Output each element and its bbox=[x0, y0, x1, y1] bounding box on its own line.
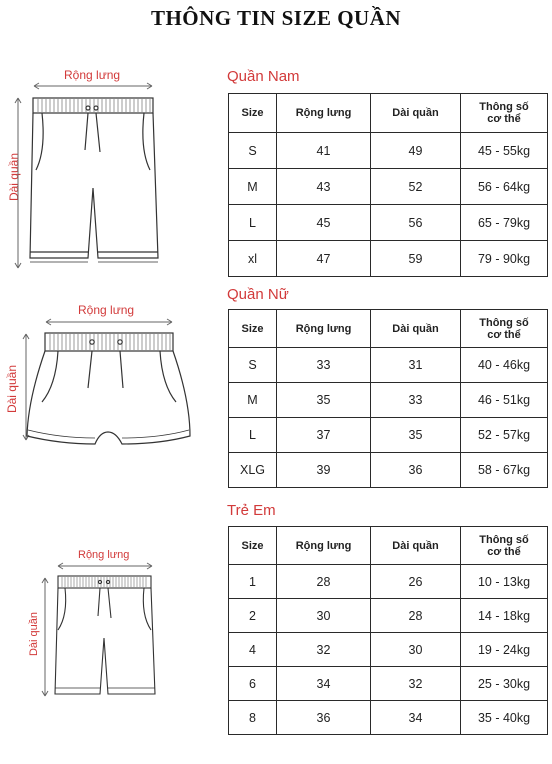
table-row: L 45 56 65 - 79kg bbox=[229, 205, 548, 241]
table-row: 8 36 34 35 - 40kg bbox=[229, 701, 548, 735]
header-size: Size bbox=[229, 94, 277, 133]
waist-label-women: Rộng lưng bbox=[78, 303, 135, 317]
waist-label-men: Rộng lưng bbox=[64, 68, 121, 82]
header-body: Thông số cơ thể bbox=[461, 94, 548, 133]
table-row: 2 30 28 14 - 18kg bbox=[229, 599, 548, 633]
table-row: 6 34 32 25 - 30kg bbox=[229, 667, 548, 701]
table-row: xl 47 59 79 - 90kg bbox=[229, 241, 548, 277]
section-title-men: Quần Nam bbox=[227, 68, 300, 85]
table-row: M 43 52 56 - 64kg bbox=[229, 169, 548, 205]
table-row: M 35 33 46 - 51kg bbox=[229, 383, 548, 418]
table-header-row bbox=[229, 94, 548, 133]
size-table-men bbox=[228, 93, 548, 277]
table-row: S 41 49 45 - 55kg bbox=[229, 133, 548, 169]
section-title-kids: Trẻ Em bbox=[227, 502, 276, 519]
table-row: L 37 35 52 - 57kg bbox=[229, 418, 548, 453]
table-row: XLG 39 36 58 - 67kg bbox=[229, 453, 548, 488]
table-row: 1 28 26 10 - 13kg bbox=[229, 565, 548, 599]
length-label-kids: Dài quần bbox=[28, 611, 40, 657]
page-title: THÔNG TIN SIZE QUẦN bbox=[150, 6, 402, 30]
length-label-women: Dài quần bbox=[5, 364, 19, 414]
section-title-women: Quần Nữ bbox=[227, 286, 289, 303]
header-waist: Rộng lưng bbox=[277, 94, 371, 133]
length-label-men: Dài quần bbox=[7, 152, 21, 202]
size-table-kids bbox=[228, 526, 548, 735]
header-length: Dài quần bbox=[371, 94, 461, 133]
table-row: 4 32 30 19 - 24kg bbox=[229, 633, 548, 667]
waist-label-kids: Rộng lưng bbox=[78, 549, 130, 561]
table-header-row: Size Rộng lưng Dài quần Thông số cơ thể bbox=[229, 527, 548, 565]
table-header-row: Size Rộng lưng Dài quần Thông số cơ thể bbox=[229, 310, 548, 348]
table-row: S 33 31 40 - 46kg bbox=[229, 348, 548, 383]
kids-shorts-illustration bbox=[0, 0, 200, 764]
size-table-women bbox=[228, 309, 548, 488]
